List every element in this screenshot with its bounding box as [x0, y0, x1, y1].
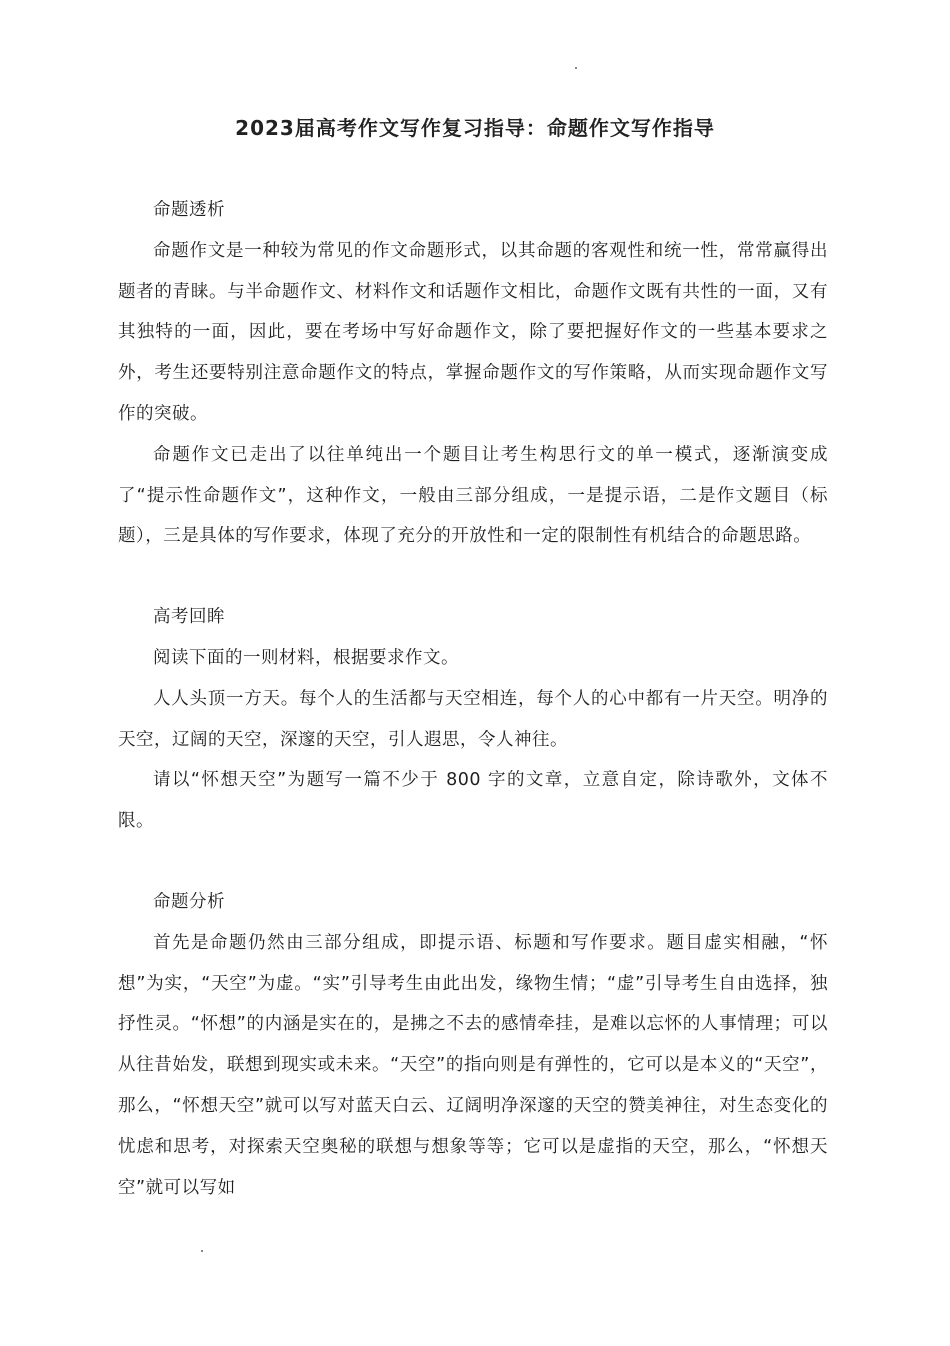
paragraph: 人人头顶一方天。每个人的生活都与天空相连，每个人的心中都有一片天空。明净的天空，辽阔的天空，深邃的天空，引人遐思，令人神往。: [118, 688, 828, 750]
page-mark-dot: [575, 67, 577, 69]
paragraph: 请以“怀想天空”为题写一篇不少于 800 字的文章，立意自定，除诗歌外，文体不限。: [118, 770, 828, 832]
section-heading: 高考回眸: [153, 607, 225, 628]
page-mark-dot: [201, 1250, 203, 1252]
section-heading: 命题透析: [153, 200, 225, 220]
paragraph: 命题作文是一种较为常见的作文命题形式，以其命题的客观性和统一性，常常赢得出题者的青睐。与半命题作文、材料作文和话题作文相比，命题作文既有共性的一面，又有其独特的一面，因此，要在考场中写好命题作文，除了要把握好作文的一些基本要求之外，考生还要特别注意命题作文的特点，掌握命题作文的写作策略，从而实现命题作文写作的突破。: [118, 240, 828, 424]
section-heading: 命题分析: [153, 891, 225, 912]
document-body: [118, 190, 828, 1208]
section-spacer: [118, 557, 828, 597]
paragraph: 阅读下面的一则材料，根据要求作文。: [153, 647, 459, 668]
document-title: 2023届高考作文写作复习指导：命题作文写作指导: [235, 116, 715, 140]
paragraph: 命题作文已走出了以往单纯出一个题目让考生构思行文的单一模式，逐渐演变成了“提示性命题作文”，这种作文，一般由三部分组成，一是提示语，二是作文题目（标题），三是具体的写作要求，体现了充分的开放性和一定的限制性有机结合的命题思路。: [118, 444, 828, 547]
section-spacer: [118, 842, 828, 882]
paragraph: 首先是命题仍然由三部分组成，即提示语、标题和写作要求。题目虚实相融，“怀想”为实，“天空”为虚。“实”引导考生由此出发，缘物生情；“虚”引导考生自由选择，独抒性灵。“怀想”的内涵是实在的，是拂之不去的感情牵挂，是难以忘怀的人事情理；可以从往昔始发，联想到现实或未来。“天空”的指向则是有弹性的，它可以是本义的“天空”，那么，“怀想天空”就可以写对蓝天白云、辽阔明净深邃的天空的赞美神往，对生态变化的忧虑和思考，对探索天空奥秘的联想与想象等等；它可以是虚指的天空，那么，“怀想天空”就可以写如: [118, 932, 828, 1198]
